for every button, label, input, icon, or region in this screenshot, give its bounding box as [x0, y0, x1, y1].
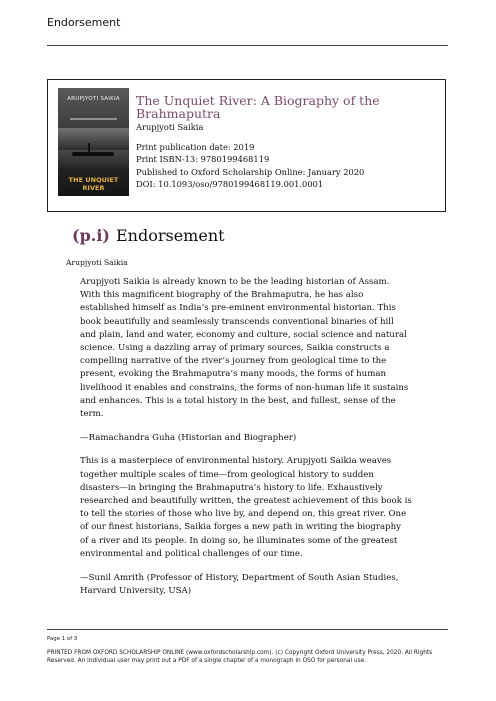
chapter-heading [72, 226, 225, 245]
online-publication-date: Published to Oxford Scholarship Online: January 2020 [136, 166, 365, 177]
endorsement-paragraph: This is a masterpiece of environmental history. Arupjyoti Saikia weaves together multiple scales of time—from geological history to sudden disasters—in bringing the Brahmaputra’s history to life. Exhaustively researched and beautifully written, the greatest achievement of this book is to tell the stories of those who live by, and depend on, this great river. One of our finest historians, Saikia forges a new path in writing the biography of a river and its people. In doing so, he illuminates some of the greatest environmental and political challenges of our time. [80, 456, 412, 559]
book-cover-image [58, 88, 129, 196]
print-isbn: Print ISBN-13: 9780199468119 [136, 154, 270, 165]
print-publication-date: Print publication date: 2019 [136, 142, 255, 152]
book-metadata [136, 141, 364, 191]
footer-divider [47, 629, 448, 630]
page-count: Page 1 of 3 [47, 636, 78, 642]
header-divider [47, 45, 448, 46]
cover-decoration [70, 118, 117, 120]
page-marker: (p.i) [72, 226, 110, 245]
book-info-box [47, 79, 446, 212]
cover-title-text: THE UNQUIET RIVER [68, 176, 119, 192]
endorsement-paragraph: Arupjyoti Saikia is already known to be the leading historian of Assam. With this magnificent biography of the Brahmaputra, he has also established himself as India’s pre-eminent environmental historian. This book beautifully and seamlessly transcends conventional binaries of hill and plain, land and water, economy and culture, social science and natural science. Using a dazzling array of primary sources, Saikia constructs a compelling narrative of the river’s journey from geological time to the present, evoking the Brahmaputra’s many moods, the forms of human livelihood it enables and constrains, the forms of non-human life it sustains and enhances. This is a total history in the best, and fullest, sense of the term. [80, 277, 409, 420]
cover-author-text: ARUPJYOTI SAIKIA [67, 96, 120, 102]
chapter-author: Arupjyoti Saikia [66, 258, 128, 267]
endorsement-attribution: —Ramachandra Guha (Historian and Biographer) [80, 432, 297, 443]
chapter-title: Endorsement [115, 226, 225, 245]
endorsement-attribution: —Sunil Amrith (Professor of History, Department of South Asian Studies, Harvard University, USA) [80, 572, 399, 596]
doi: DOI: 10.1093/oso/9780199468119.001.0001 [136, 179, 324, 190]
book-title-link[interactable]: The Unquiet River: A Biography of the Brahmaputra [136, 93, 380, 121]
copyright-notice: PRINTED FROM OXFORD SCHOLARSHIP ONLINE (www.oxfordscholarship.com). (c) Copyright Oxford University Press, 2020. All Rights Reserved. An individual user may print out a PDF of a single chapter of a monograph in OSO for personal use. [47, 650, 433, 664]
cover-boat [72, 152, 114, 156]
book-author: Arupjyoti Saikia [136, 122, 204, 132]
endorsement-text [80, 276, 412, 608]
running-head-title: Endorsement [47, 16, 121, 29]
cover-sky [58, 128, 129, 150]
